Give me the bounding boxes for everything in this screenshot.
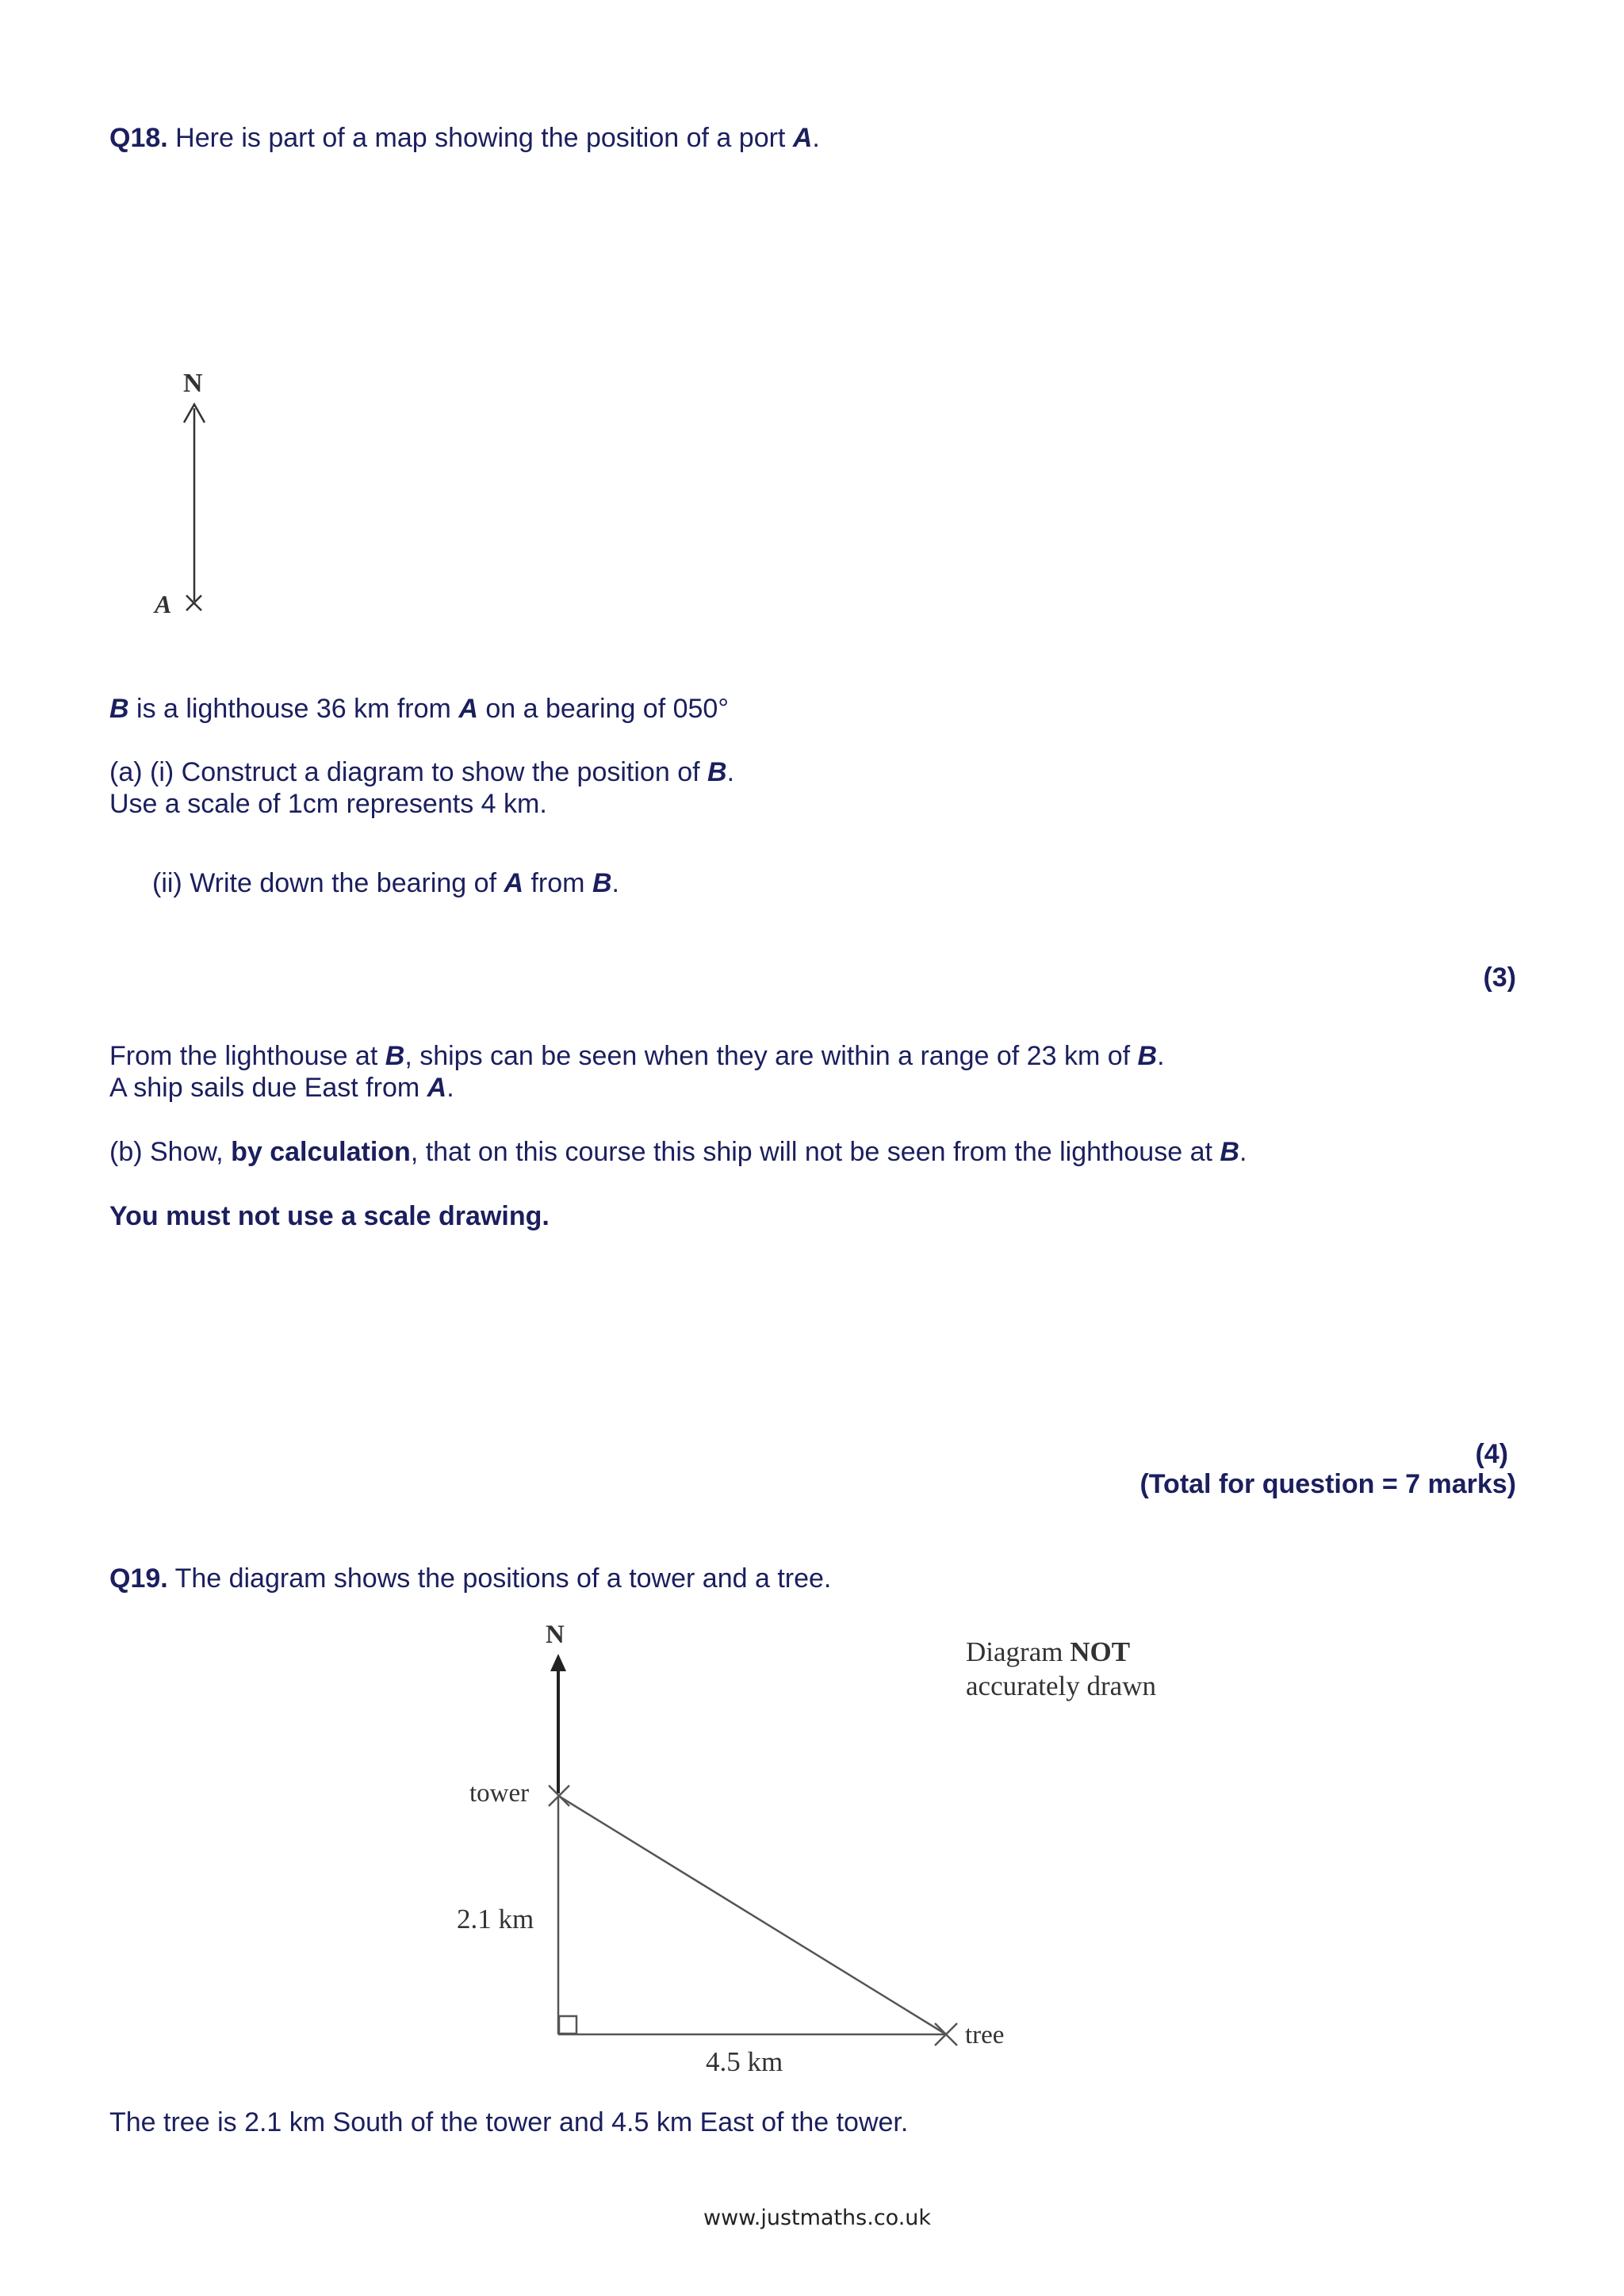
q18-port: A (792, 123, 813, 153)
not-accurate-note-line-1: Diagram NOT (966, 1636, 1131, 1667)
range-line-2: A ship sails due East from A. (109, 1073, 454, 1103)
footer-url: www.justmaths.co.uk (703, 2206, 932, 2230)
q18-number: Q18. (109, 123, 168, 153)
part-a-marks: (3) (1483, 962, 1516, 993)
part-a-i: (a) (i) Construct a diagram to show the position of B. (109, 757, 735, 787)
q18-heading: Q18. Here is part of a map showing the position of a port A. (109, 123, 820, 153)
part-b-marks: (4) (1475, 1439, 1508, 1469)
q19-number: Q19. (109, 1563, 168, 1594)
tower-label: tower (469, 1779, 530, 1808)
part-a-scale: Use a scale of 1cm represents 4 km. (109, 789, 547, 819)
b-statement: B is a lighthouse 36 km from A on a bearing of 050° (109, 694, 729, 724)
part-b: (b) Show, by calculation, that on this course this ship will not be seen from the lighthouse at B. (109, 1137, 1247, 1167)
horizontal-length-label: 4.5 km (706, 2046, 783, 2077)
q18-total: (Total for question = 7 marks) (1139, 1469, 1516, 1499)
hypotenuse (558, 1796, 946, 2034)
vertical-length-label: 2.1 km (457, 1904, 534, 1934)
north-label: N (183, 369, 203, 398)
part-b-warning: You must not use a scale drawing. (109, 1201, 550, 1231)
q19-statement: The tree is 2.1 km South of the tower and 4.5 km East of the tower. (109, 2107, 909, 2137)
q19-north-arrow-head (550, 1654, 566, 1671)
q19-intro: The diagram shows the positions of a tower and a tree. (174, 1563, 832, 1594)
q19-north-label: N (546, 1621, 565, 1649)
tree-label: tree (965, 2021, 1005, 2049)
q18-intro: Here is part of a map showing the position of a port (175, 123, 793, 153)
point-a-label: A (155, 590, 172, 618)
not-accurate-note-line-2: accurately drawn (966, 1670, 1156, 1701)
part-a-ii: (ii) Write down the bearing of A from B. (152, 868, 619, 898)
right-angle-marker (559, 2016, 576, 2034)
range-line-1: From the lighthouse at B, ships can be seen when they are within a range of 23 km of B. (109, 1041, 1165, 1071)
